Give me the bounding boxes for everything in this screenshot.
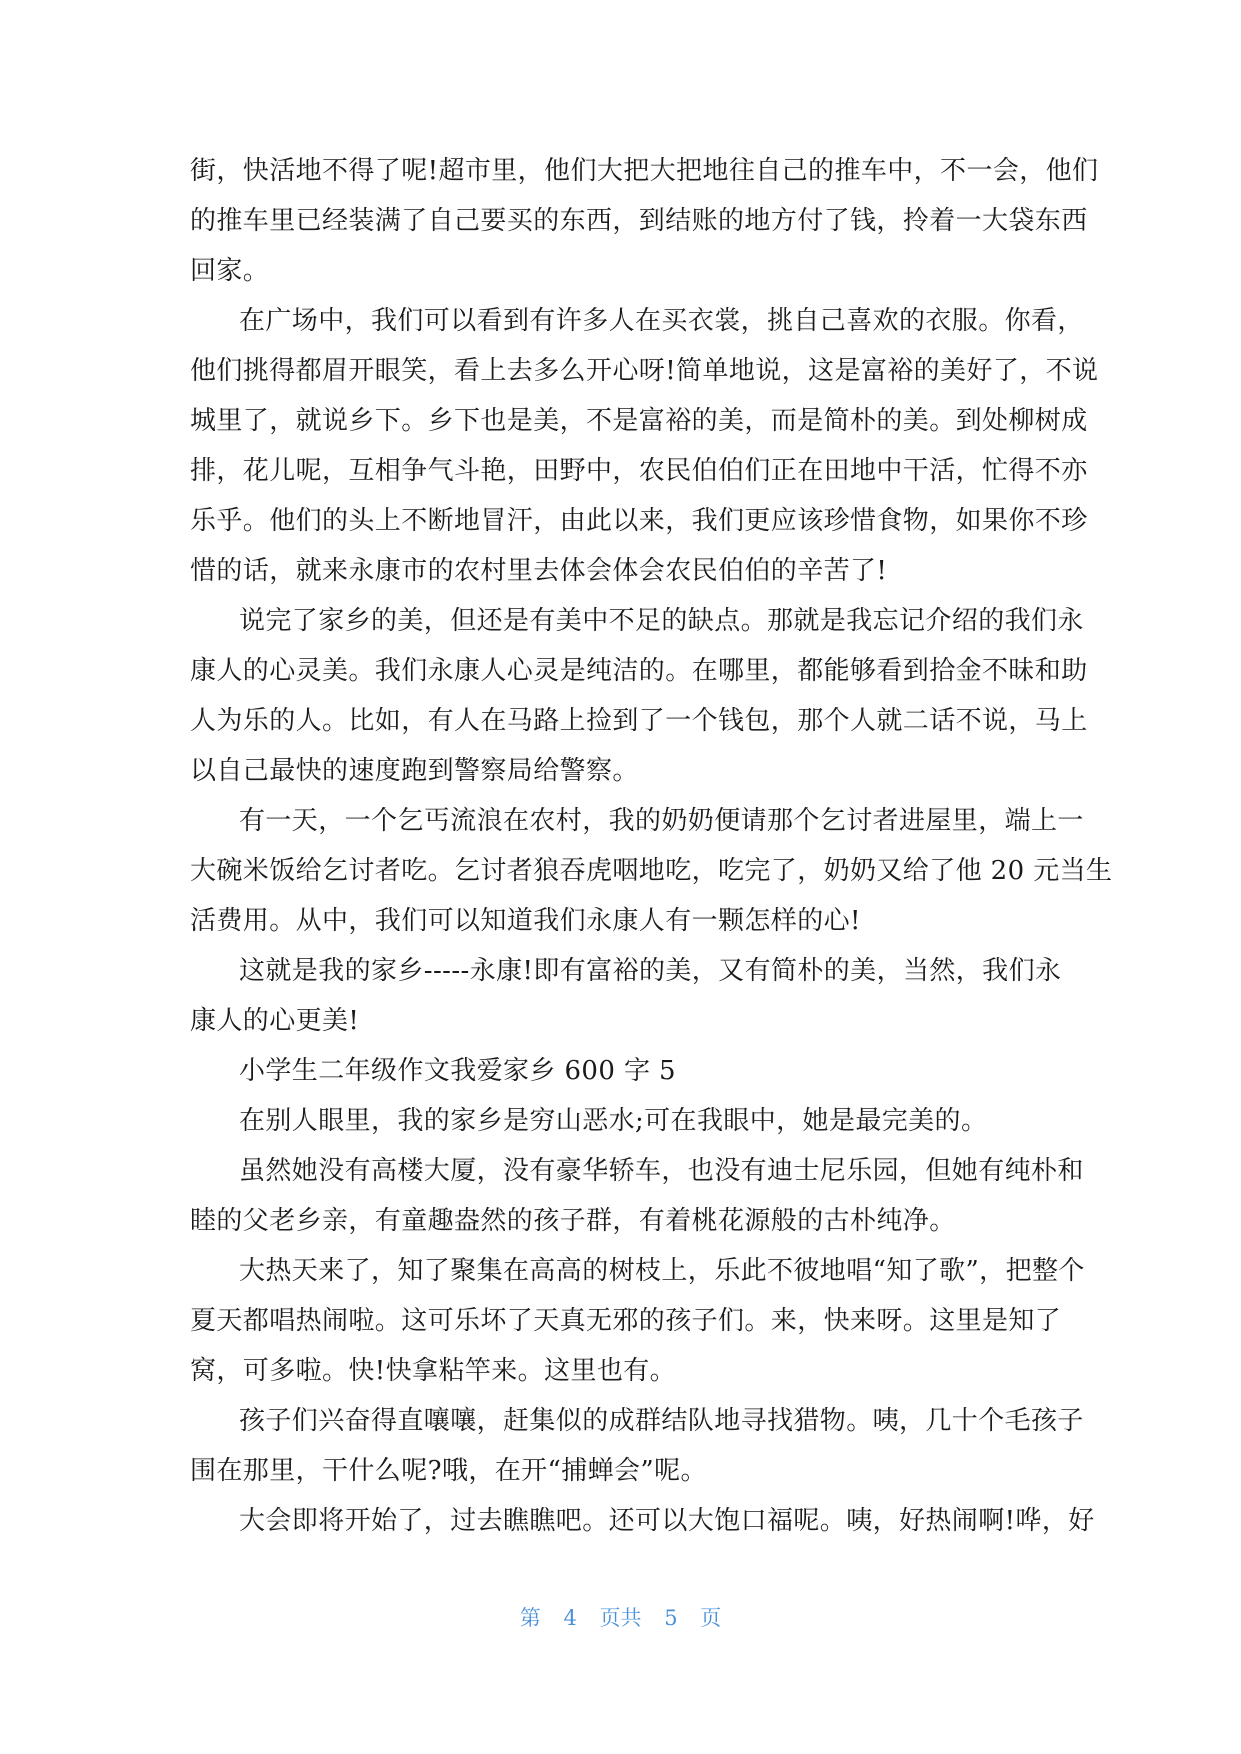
page-footer	[0, 1603, 1241, 1633]
section-heading: 小学生二年级作文我爱家乡 600 字 5	[239, 1056, 676, 1086]
text-line: 康人的心灵美。我们永康人心灵是纯洁的。在哪里，都能够看到拾金不昧和助	[190, 656, 1088, 686]
text-line: 睦的父老乡亲，有童趣盎然的孩子群，有着桃花源般的古朴纯净。	[190, 1206, 956, 1236]
text-line: 这就是我的家乡-----永康!即有富裕的美，又有简朴的美，当然，我们永	[239, 956, 1062, 986]
text-line: 虽然她没有高楼大厦，没有豪华轿车，也没有迪士尼乐园，但她有纯朴和	[239, 1156, 1084, 1186]
text-line: 康人的心更美!	[190, 1006, 360, 1036]
footer-middle: 页共	[599, 1606, 642, 1630]
text-line: 惜的话，就来永康市的农村里去体会体会农民伯伯的辛苦了!	[190, 556, 888, 586]
text-line: 孩子们兴奋得直嚷嚷，赶集似的成群结队地寻找猎物。咦，几十个毛孩子	[239, 1406, 1084, 1436]
text-line: 夏天都唱热闹啦。这可乐坏了天真无邪的孩子们。来，快来呀。这里是知了	[190, 1306, 1062, 1336]
text-line: 有一天，一个乞丐流浪在农村，我的奶奶便请那个乞讨者进屋里，端上一	[239, 806, 1084, 836]
text-line: 城里了，就说乡下。乡下也是美，不是富裕的美，而是简朴的美。到处柳树成	[190, 406, 1088, 436]
text-line: 围在那里，干什么呢?哦，在开“捕蝉会”呢。	[190, 1456, 707, 1486]
text-line: 在别人眼里，我的家乡是穷山恶水;可在我眼中，她是最完美的。	[239, 1106, 988, 1136]
text-line: 以自己最快的速度跑到警察局给警察。	[190, 756, 639, 786]
text-line: 回家。	[190, 256, 270, 286]
text-line: 人为乐的人。比如，有人在马路上捡到了一个钱包，那个人就二话不说，马上	[190, 706, 1088, 736]
text-line: 在广场中，我们可以看到有许多人在买衣裳，挑自己喜欢的衣服。你看，	[239, 306, 1084, 336]
text-line: 乐乎。他们的头上不断地冒汗，由此以来，我们更应该珍惜食物，如果你不珍	[190, 506, 1088, 536]
text-line: 的推车里已经装满了自己要买的东西，到结账的地方付了钱，拎着一大袋东西	[190, 206, 1088, 236]
text-line: 大碗米饭给乞讨者吃。乞讨者狼吞虎咽地吃，吃完了，奶奶又给了他 20 元当生	[190, 856, 1113, 886]
total-page-number: 5	[664, 1606, 678, 1630]
footer-prefix: 第	[519, 1606, 541, 1630]
text-line: 说完了家乡的美，但还是有美中不足的缺点。那就是我忘记介绍的我们永	[239, 606, 1084, 636]
current-page-number: 4	[563, 1606, 577, 1630]
text-line: 窝，可多啦。快!快拿粘竿来。这里也有。	[190, 1356, 677, 1386]
footer-suffix: 页	[700, 1606, 722, 1630]
text-line: 排，花儿呢，互相争气斗艳，田野中，农民伯伯们正在田地中干活，忙得不亦	[190, 456, 1088, 486]
text-line: 大会即将开始了，过去瞧瞧吧。还可以大饱口福呢。咦，好热闹啊!哗，好	[239, 1506, 1095, 1536]
text-line: 活费用。从中，我们可以知道我们永康人有一颗怎样的心!	[190, 906, 861, 936]
text-line: 街，快活地不得了呢!超市里，他们大把大把地往自己的推车中，不一会，他们	[190, 156, 1099, 186]
text-line: 大热天来了，知了聚集在高高的树枝上，乐此不彼地唱“知了歌”，把整个	[239, 1256, 1085, 1286]
text-line: 他们挑得都眉开眼笑，看上去多么开心呀!简单地说，这是富裕的美好了，不说	[190, 356, 1099, 386]
